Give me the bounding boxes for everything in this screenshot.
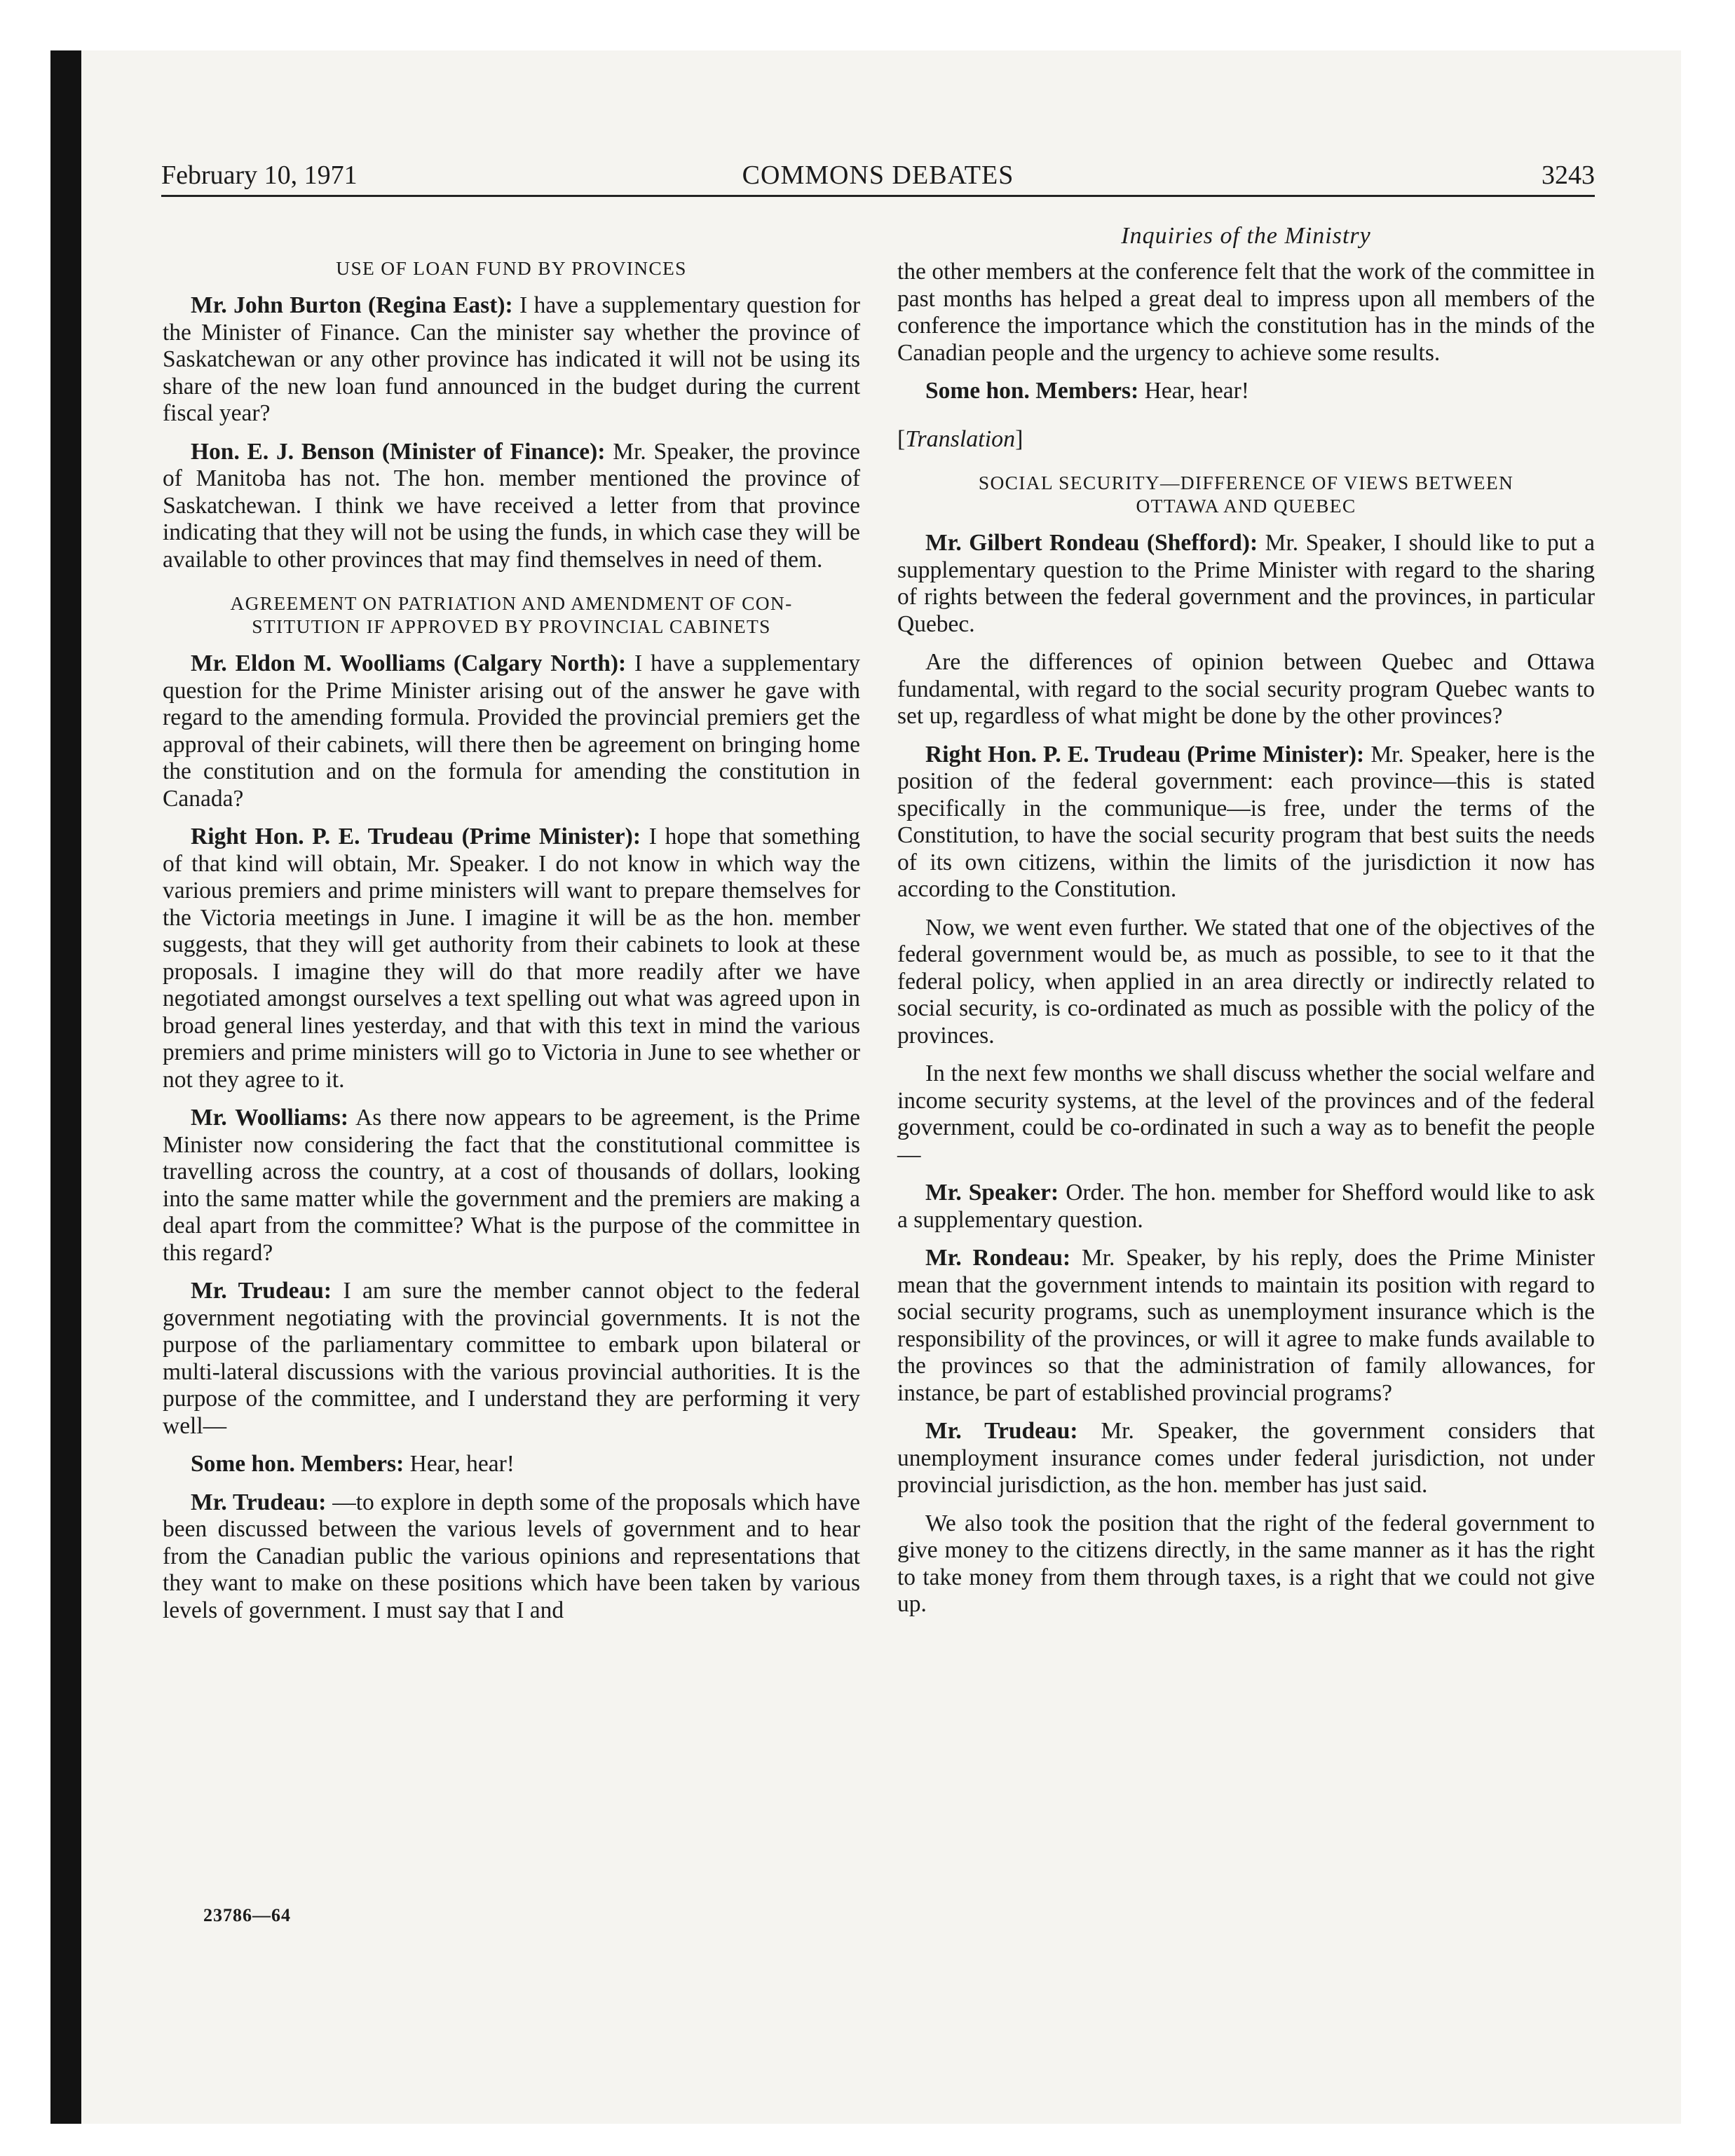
paragraph-text: Hear, hear! [1144,378,1249,404]
speaker-name: Right Hon. P. E. Trudeau (Prime Minister): [191,824,641,850]
header-date: February 10, 1971 [161,161,358,190]
speech-paragraph [163,1451,860,1478]
heading-line: OTTAWA AND QUEBEC [1136,495,1356,517]
paragraph-text: I am sure the member cannot object to the federal government negotiating with the provincial governments. It is not the purpose of the parliamentary committee to embark upon bilateral or multi-lateral discussions with the various provincial authorities. It is the purpose of the committee, and I understand they are performing it very well— [163,1278,861,1439]
right-column [897,259,1595,1630]
speaker-name: Mr. Woolliams: [191,1105,348,1131]
speech-paragraph [897,378,1595,405]
speaker-name: Mr. Eldon M. Woolliams (Calgary North): [191,650,627,676]
translation-tag: [Translation] [897,425,1023,452]
speaker-name: Hon. E. J. Benson (Minister of Finance): [191,438,606,465]
speech-paragraph [897,1418,1595,1499]
page-header [161,160,1595,197]
speech-paragraph [897,742,1595,903]
speech-paragraph [163,1489,860,1625]
speech-paragraph [897,1510,1595,1618]
speech-paragraph [897,1245,1595,1407]
speech-paragraph [163,292,860,428]
paragraph-text: Mr. Speaker, the province of Manitoba has not. The hon. member mentioned the province of Saskatchewan. I think we have received a letter from that province indicating that they will not be using the funds, in which case they will be available to other provinces that may find themselves in need of them. [163,438,860,573]
paragraph-text: —to explore in depth some of the proposals which have been discussed between the various levels of government and to hear from the Canadian public the various opinions and representations that they want to make on these positions which have been taken by various levels of government. I must say that I and [163,1489,861,1623]
speech-paragraph [163,824,860,1093]
speech-paragraph [897,530,1595,638]
paragraph-text: In the next few months we shall discuss whether the social welfare and income security systems, at the level of the provinces and of the federal government, could be co-ordinated in such a way as to benefit the people— [897,1060,1595,1168]
running-head: Inquiries of the Ministry [1121,223,1371,249]
heading-line: STITUTION IF APPROVED BY PROVINCIAL CABINETS [252,615,771,637]
speech-paragraph [163,1278,860,1440]
paragraph-text: Mr. Speaker, the government considers that unemployment insurance comes under federal jurisdiction, not under provincial jurisdiction, as the hon. member has just said. [897,1418,1595,1498]
paragraph-text: Order. The hon. member for Shefford would like to ask a supplementary question. [897,1180,1595,1233]
paragraph-text: Mr. Speaker, by his reply, does the Prime Minister mean that the government intends to maintain its position with regard to social security programs, such as unemployment insurance which is the responsibility of the provinces, or will it agree to make funds available to the provinces so that the administration of family allowances, for instance, be part of established provincial programs? [897,1245,1595,1406]
speech-paragraph [897,1060,1595,1168]
paragraph-text: I have a supplementary question for the Prime Minister arising out of the answer he gave with regard to the amending formula. Provided the provincial premiers get the approval of their cabinets, will there then be agreement on bringing home the constitution and on the formula for amending the constitution in Canada? [163,650,861,812]
speaker-name: Mr. Trudeau: [191,1278,332,1304]
header-page-number: 3243 [1542,161,1595,190]
left-column [163,223,860,1635]
paragraph-text: I have a supplementary question for the Minister of Finance. Can the minister say whether the province of Saskatchewan or any other province has indicated it will not be using its share of the new loan fund announced in the budget during the current fiscal year? [163,292,860,426]
speaker-name: Mr. Gilbert Rondeau (Shefford): [925,530,1258,556]
heading-line: AGREEMENT ON PATRIATION AND AMENDMENT OF CON- [230,592,793,614]
speaker-name: Some hon. Members: [925,378,1139,404]
speaker-name: Mr. Trudeau: [191,1489,327,1515]
speech-paragraph [897,1180,1595,1234]
speaker-name: Mr. Rondeau: [925,1245,1071,1271]
section-heading [163,592,860,638]
paragraph-text: As there now appears to be agreement, is the Prime Minister now considering the fact that the constitutional committee is travelling across the country, at a cost of thousands of dollars, looking into the same matter while the government and the premiers are making a deal apart from the committee? What is the purpose of the committee in this regard? [163,1105,861,1266]
heading-line: USE OF LOAN FUND BY PROVINCES [336,257,687,279]
paragraph-text: Are the differences of opinion between Quebec and Ottawa fundamental, with regard to the social security program Quebec wants to set up, regardless of what might be done by the other provinces? [897,649,1595,729]
speaker-name: Some hon. Members: [191,1451,404,1477]
translation-tag-text: Translation [905,425,1016,452]
paragraph-text: Mr. Speaker, I should like to put a supplementary question to the Prime Minister with regard to the sharing of rights between the federal government and the provinces, in particular Quebec. [897,530,1595,637]
scan-border [50,50,81,2124]
speech-paragraph [163,1105,860,1267]
sheet-number: 23786—64 [203,1905,291,1925]
heading-line: SOCIAL SECURITY—DIFFERENCE OF VIEWS BETWEEN [978,472,1514,493]
speaker-name: Mr. John Burton (Regina East): [191,292,513,318]
paragraph-text: We also took the position that the right of the federal government to give money to the citizens directly, in the same manner as it has the right to take money from them through taxes, is a right that we could not give up. [897,1510,1595,1617]
paragraph-text: Now, we went even further. We stated that one of the objectives of the federal government would be, as much as possible, to see to it that the federal policy, when applied in an area directly or indirectly related to social security, is co-ordinated as much as possible with the policy of the provinces. [897,914,1595,1049]
speech-paragraph [163,650,860,812]
speech-paragraph [897,259,1595,367]
paragraph-text: the other members at the conference felt that the work of the committee in past months has helped a great deal to impress upon all members of the conference the importance which the constitution has in the minds of the Canadian people and the urgency to achieve some results. [897,259,1595,366]
paragraph-text: Hear, hear! [409,1451,515,1477]
speaker-name: Right Hon. P. E. Trudeau (Prime Minister): [925,741,1365,767]
paragraph-text: I hope that something of that kind will obtain, Mr. Speaker. I do not know in which way the various premiers and prime ministers will want to prepare themselves for the Victoria meetings in June. I imagine it will be as the hon. member suggests, that they will get authority from their cabinets to look at these proposals. I imagine they will do that more readily after we have negotiated amongst ourselves a text spelling out what was agreed upon in broad general lines yesterday, and that with this text in mind the various premiers and prime ministers will go to Victoria in June to see whether or not they agree to it. [163,824,860,1093]
section-heading [897,471,1595,517]
speaker-name: Mr. Trudeau: [925,1418,1078,1444]
speech-paragraph [897,649,1595,730]
header-title: COMMONS DEBATES [742,161,1014,190]
paragraph-text: Mr. Speaker, here is the position of the federal government: each province—this is stated specifically in the communique—is free, under the terms of the Constitution, to have the social security program that best suits the needs of its own citizens, within the limits of the jurisdiction it now has according to the Constitution. [897,741,1595,902]
section-heading [163,257,860,280]
speaker-name: Mr. Speaker: [925,1180,1059,1206]
speech-paragraph [897,915,1595,1050]
speech-paragraph [163,439,860,574]
